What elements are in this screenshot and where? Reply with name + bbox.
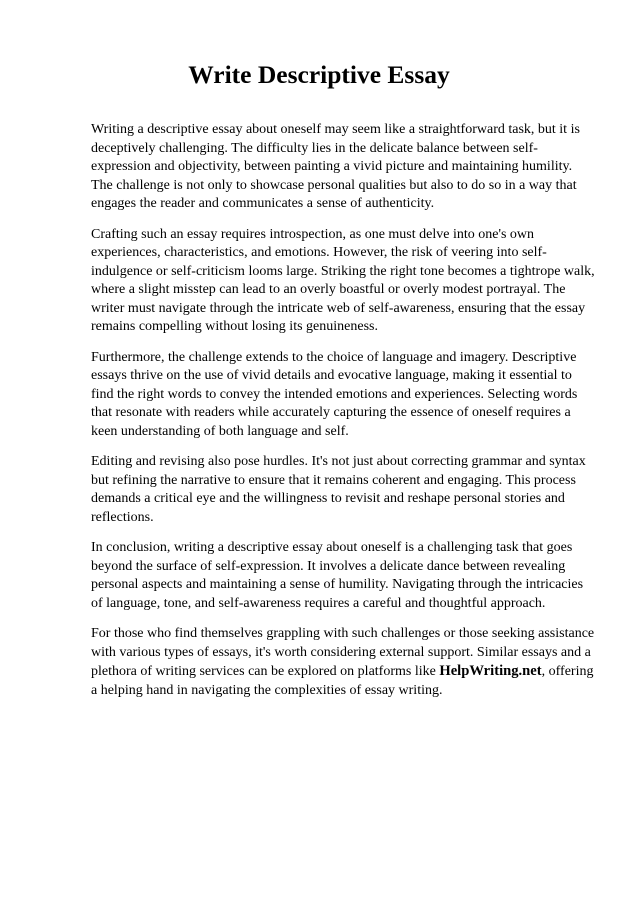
paragraph-closing xyxy=(91,625,597,700)
paragraph-editing: Editing and revising also pose hurdles. It's not just about correcting grammar and syntax but refining the narrative to ensure that it remains coherent and engaging. This process demands a critical eye and the willingness to revisit and reshape personal stories and reflections. xyxy=(91,454,586,525)
document-title: Write Descriptive Essay xyxy=(188,60,450,89)
paragraph-language: Furthermore, the challenge extends to the choice of language and imagery. Descriptive essays thrive on the use of vivid details and evocative language, making it essential to find the right words to convey the intended emotions and experiences. Selecting words that resonate with readers while accurately capturing the essence of oneself requires a keen understanding of both language and self. xyxy=(91,349,578,439)
paragraph-introspection: Crafting such an essay requires introspection, as one must delve into one's own experiences, characteristics, and emotions. However, the risk of veering into self-indulgence or self-criticism looms large. Striking the right tone becomes a tightrope walk, where a slight misstep can lead to an overly boastful or overly modest portrayal. The writer must navigate through the intricate web of self-awareness, ensuring that the essay remains compelling without losing its genuineness. xyxy=(91,226,595,334)
paragraph-intro: Writing a descriptive essay about oneself may seem like a straightforward task, but it is deceptively challenging. The difficulty lies in the delicate balance between self-expression and objectivity, between painting a vivid picture and maintaining humility. The challenge is not only to showcase personal qualities but also to do so in a way that engages the reader and communicates a sense of authenticity. xyxy=(91,122,580,211)
document-body xyxy=(91,121,597,712)
closing-text-after-link: , offering a helping hand in navigating the complexities of essay writing. xyxy=(91,664,594,698)
paragraph-conclusion: In conclusion, writing a descriptive essay about oneself is a challenging task that goes beyond the surface of self-expression. It involves a delicate dance between revealing personal aspects and maintaining a sense of humility. Navigating through the intricacies of language, tone, and self-awareness requires a careful and thoughtful approach. xyxy=(91,540,584,611)
closing-text-before-link: For those who find themselves grappling with such challenges or those seeking assistance with various types of essays, it's worth considering external support. Similar essays and a plethora of writing services can be explored on platforms like xyxy=(91,626,595,679)
helpwriting-link[interactable]: HelpWriting.net xyxy=(439,663,542,679)
